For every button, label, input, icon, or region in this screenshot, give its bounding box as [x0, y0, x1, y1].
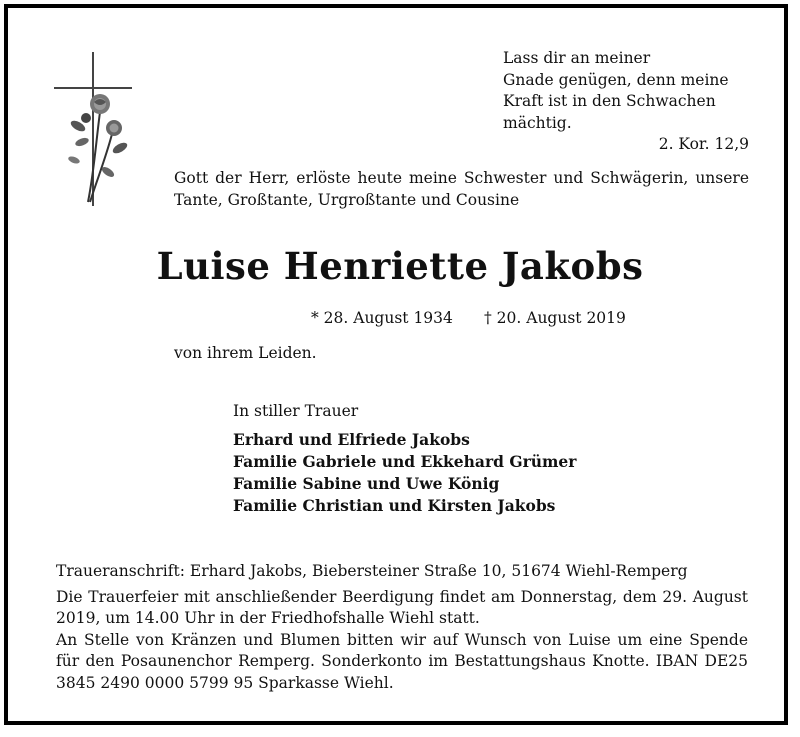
verse-reference: 2. Kor. 12,9	[658, 135, 749, 153]
mourner-entry: Familie Sabine und Uwe König	[233, 474, 500, 493]
closing-text: von ihrem Leiden.	[174, 344, 317, 362]
birth-date: * 28. August 1934	[311, 309, 453, 327]
ceremony-info: Die Trauerfeier mit anschließender Beerdigung findet am Donnerstag, dem 29. August 2019, um 14.00 Uhr in der Friedhofshalle Wiehl statt.	[56, 587, 748, 627]
donation-info: An Stelle von Kränzen und Blumen bitten wir auf Wunsch von Luise um eine Spende für den Posaunenchor Remperg. Sonderkonto im Bestattungshaus Knotte. IBAN DE25 3845 2490 0000 5799 95 Sparkasse Wiehl.	[56, 630, 748, 692]
deceased-name: Luise Henriette Jakobs	[156, 244, 644, 288]
mourning-address: Traueranschrift: Erhard Jakobs, Biebersteiner Straße 10, 51674 Wiehl-Remperg	[56, 562, 688, 580]
mourner-entry: Familie Christian und Kirsten Jakobs	[233, 496, 556, 515]
mourner-entry: Familie Gabriele und Ekkehard Grümer	[233, 452, 577, 471]
notice-footer	[56, 561, 748, 694]
cross-with-roses-icon	[52, 52, 136, 208]
mourning-label: In stiller Trauer	[233, 402, 359, 420]
verse-line: Lass dir an meiner	[503, 49, 651, 67]
death-date: † 20. August 2019	[484, 309, 626, 327]
mourner-entry: Erhard und Elfriede Jakobs	[233, 430, 470, 449]
verse-line: Gnade genügen, denn meine	[503, 70, 729, 89]
verse-line: Kraft ist in den Schwachen mächtig.	[503, 92, 716, 132]
mourners-list	[233, 429, 576, 517]
bible-verse	[503, 48, 749, 156]
intro-text: Gott der Herr, erlöste heute meine Schwester und Schwägerin, unsere Tante, Großtante, Urgroßtante und Cousine	[174, 169, 749, 209]
